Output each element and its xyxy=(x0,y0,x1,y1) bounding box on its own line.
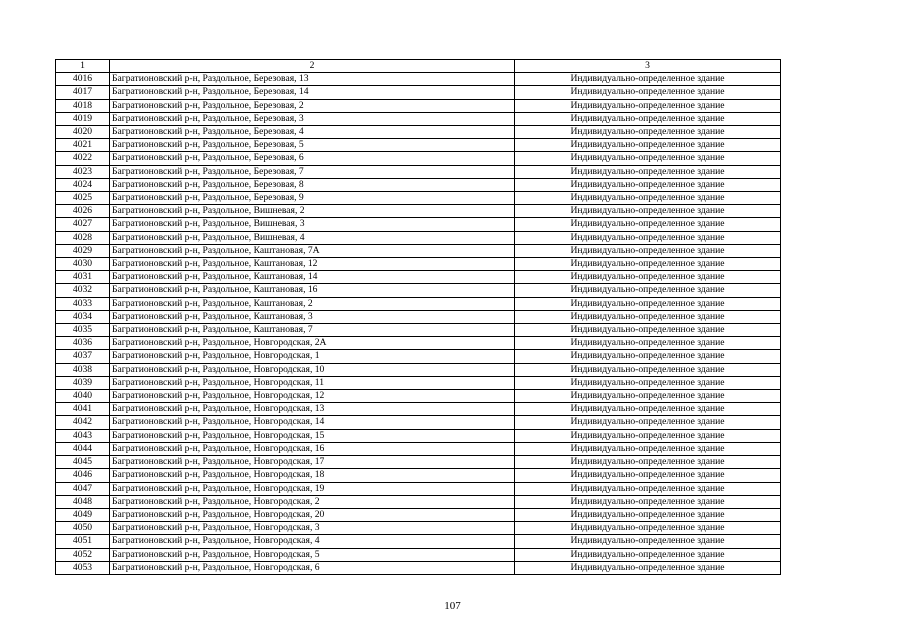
table-row xyxy=(56,99,781,112)
table-row xyxy=(56,403,781,416)
address-cell: Багратионовский р-н, Раздольное, Новгородская, 2 xyxy=(110,495,515,508)
table-row xyxy=(56,112,781,125)
row-number-cell: 4045 xyxy=(56,456,110,469)
row-number-cell: 4020 xyxy=(56,126,110,139)
address-cell: Багратионовский р-н, Раздольное, Березовая, 9 xyxy=(110,192,515,205)
object-type-cell: Индивидуально-определенное здание xyxy=(515,548,781,561)
object-type-cell: Индивидуально-определенное здание xyxy=(515,178,781,191)
table-row xyxy=(56,363,781,376)
row-number-cell: 4031 xyxy=(56,271,110,284)
table-header-row xyxy=(56,60,781,73)
column-header-1: 1 xyxy=(56,60,110,73)
address-cell: Багратионовский р-н, Раздольное, Новгородская, 1 xyxy=(110,350,515,363)
row-number-cell: 4032 xyxy=(56,284,110,297)
row-number-cell: 4043 xyxy=(56,429,110,442)
object-type-cell: Индивидуально-определенное здание xyxy=(515,390,781,403)
row-number-cell: 4016 xyxy=(56,73,110,86)
table-row xyxy=(56,152,781,165)
row-number-cell: 4050 xyxy=(56,522,110,535)
table-row xyxy=(56,442,781,455)
address-cell: Багратионовский р-н, Раздольное, Березовая, 5 xyxy=(110,139,515,152)
table-row xyxy=(56,165,781,178)
row-number-cell: 4034 xyxy=(56,310,110,323)
row-number-cell: 4053 xyxy=(56,561,110,574)
object-type-cell: Индивидуально-определенное здание xyxy=(515,244,781,257)
object-type-cell: Индивидуально-определенное здание xyxy=(515,376,781,389)
table-row xyxy=(56,456,781,469)
address-cell: Багратионовский р-н, Раздольное, Новгородская, 15 xyxy=(110,429,515,442)
table-row xyxy=(56,429,781,442)
object-type-cell: Индивидуально-определенное здание xyxy=(515,416,781,429)
table-row xyxy=(56,376,781,389)
object-type-cell: Индивидуально-определенное здание xyxy=(515,324,781,337)
address-cell: Багратионовский р-н, Раздольное, Березовая, 7 xyxy=(110,165,515,178)
row-number-cell: 4017 xyxy=(56,86,110,99)
object-type-cell: Индивидуально-определенное здание xyxy=(515,297,781,310)
object-type-cell: Индивидуально-определенное здание xyxy=(515,403,781,416)
table-row xyxy=(56,548,781,561)
row-number-cell: 4030 xyxy=(56,258,110,271)
address-cell: Багратионовский р-н, Раздольное, Березовая, 4 xyxy=(110,126,515,139)
row-number-cell: 4042 xyxy=(56,416,110,429)
table-row xyxy=(56,416,781,429)
address-cell: Багратионовский р-н, Раздольное, Каштановая, 12 xyxy=(110,258,515,271)
address-cell: Багратионовский р-н, Раздольное, Вишневая, 3 xyxy=(110,218,515,231)
address-cell: Багратионовский р-н, Раздольное, Новгородская, 3 xyxy=(110,522,515,535)
address-cell: Багратионовский р-н, Раздольное, Новгородская, 13 xyxy=(110,403,515,416)
object-type-cell: Индивидуально-определенное здание xyxy=(515,495,781,508)
table-row xyxy=(56,561,781,574)
row-number-cell: 4049 xyxy=(56,508,110,521)
object-type-cell: Индивидуально-определенное здание xyxy=(515,456,781,469)
table-row xyxy=(56,73,781,86)
row-number-cell: 4046 xyxy=(56,469,110,482)
row-number-cell: 4033 xyxy=(56,297,110,310)
table-row xyxy=(56,218,781,231)
object-type-cell: Индивидуально-определенное здание xyxy=(515,218,781,231)
object-type-cell: Индивидуально-определенное здание xyxy=(515,152,781,165)
table-row xyxy=(56,178,781,191)
address-cell: Багратионовский р-н, Раздольное, Березовая, 3 xyxy=(110,112,515,125)
row-number-cell: 4038 xyxy=(56,363,110,376)
address-cell: Багратионовский р-н, Раздольное, Березовая, 8 xyxy=(110,178,515,191)
row-number-cell: 4027 xyxy=(56,218,110,231)
table-row xyxy=(56,244,781,257)
table-row xyxy=(56,139,781,152)
row-number-cell: 4029 xyxy=(56,244,110,257)
object-type-cell: Индивидуально-определенное здание xyxy=(515,205,781,218)
address-cell: Багратионовский р-н, Раздольное, Вишневая, 4 xyxy=(110,231,515,244)
row-number-cell: 4041 xyxy=(56,403,110,416)
address-cell: Багратионовский р-н, Раздольное, Березовая, 2 xyxy=(110,99,515,112)
row-number-cell: 4035 xyxy=(56,324,110,337)
object-type-cell: Индивидуально-определенное здание xyxy=(515,231,781,244)
table-row xyxy=(56,469,781,482)
object-type-cell: Индивидуально-определенное здание xyxy=(515,442,781,455)
address-cell: Багратионовский р-н, Раздольное, Новгородская, 19 xyxy=(110,482,515,495)
table-row xyxy=(56,522,781,535)
row-number-cell: 4025 xyxy=(56,192,110,205)
row-number-cell: 4047 xyxy=(56,482,110,495)
row-number-cell: 4021 xyxy=(56,139,110,152)
table-row xyxy=(56,205,781,218)
table-row xyxy=(56,495,781,508)
address-cell: Багратионовский р-н, Раздольное, Вишневая, 2 xyxy=(110,205,515,218)
object-type-cell: Индивидуально-определенное здание xyxy=(515,112,781,125)
object-type-cell: Индивидуально-определенное здание xyxy=(515,99,781,112)
address-cell: Багратионовский р-н, Раздольное, Новгородская, 16 xyxy=(110,442,515,455)
object-type-cell: Индивидуально-определенное здание xyxy=(515,350,781,363)
address-cell: Багратионовский р-н, Раздольное, Каштановая, 2 xyxy=(110,297,515,310)
address-cell: Багратионовский р-н, Раздольное, Новгородская, 17 xyxy=(110,456,515,469)
row-number-cell: 4040 xyxy=(56,390,110,403)
object-type-cell: Индивидуально-определенное здание xyxy=(515,337,781,350)
table-row xyxy=(56,337,781,350)
object-type-cell: Индивидуально-определенное здание xyxy=(515,126,781,139)
property-table xyxy=(55,59,781,575)
address-cell: Багратионовский р-н, Раздольное, Каштановая, 3 xyxy=(110,310,515,323)
address-cell: Багратионовский р-н, Раздольное, Новгородская, 5 xyxy=(110,548,515,561)
table-row xyxy=(56,324,781,337)
address-cell: Багратионовский р-н, Раздольное, Березовая, 14 xyxy=(110,86,515,99)
address-cell: Багратионовский р-н, Раздольное, Новгородская, 2А xyxy=(110,337,515,350)
address-cell: Багратионовский р-н, Раздольное, Новгородская, 12 xyxy=(110,390,515,403)
object-type-cell: Индивидуально-определенное здание xyxy=(515,258,781,271)
object-type-cell: Индивидуально-определенное здание xyxy=(515,139,781,152)
row-number-cell: 4036 xyxy=(56,337,110,350)
object-type-cell: Индивидуально-определенное здание xyxy=(515,469,781,482)
row-number-cell: 4044 xyxy=(56,442,110,455)
object-type-cell: Индивидуально-определенное здание xyxy=(515,508,781,521)
row-number-cell: 4052 xyxy=(56,548,110,561)
address-cell: Багратионовский р-н, Раздольное, Новгородская, 6 xyxy=(110,561,515,574)
row-number-cell: 4028 xyxy=(56,231,110,244)
row-number-cell: 4051 xyxy=(56,535,110,548)
row-number-cell: 4024 xyxy=(56,178,110,191)
object-type-cell: Индивидуально-определенное здание xyxy=(515,165,781,178)
address-cell: Багратионовский р-н, Раздольное, Березовая, 6 xyxy=(110,152,515,165)
object-type-cell: Индивидуально-определенное здание xyxy=(515,482,781,495)
address-cell: Багратионовский р-н, Раздольное, Каштановая, 7 xyxy=(110,324,515,337)
object-type-cell: Индивидуально-определенное здание xyxy=(515,86,781,99)
column-header-3: 3 xyxy=(515,60,781,73)
row-number-cell: 4037 xyxy=(56,350,110,363)
address-cell: Багратионовский р-н, Раздольное, Каштановая, 16 xyxy=(110,284,515,297)
row-number-cell: 4048 xyxy=(56,495,110,508)
object-type-cell: Индивидуально-определенное здание xyxy=(515,429,781,442)
table-row xyxy=(56,192,781,205)
object-type-cell: Индивидуально-определенное здание xyxy=(515,284,781,297)
column-header-2: 2 xyxy=(110,60,515,73)
address-cell: Багратионовский р-н, Раздольное, Каштановая, 7А xyxy=(110,244,515,257)
table-row xyxy=(56,231,781,244)
object-type-cell: Индивидуально-определенное здание xyxy=(515,363,781,376)
address-cell: Багратионовский р-н, Раздольное, Березовая, 13 xyxy=(110,73,515,86)
table-row xyxy=(56,297,781,310)
row-number-cell: 4023 xyxy=(56,165,110,178)
table-row xyxy=(56,258,781,271)
object-type-cell: Индивидуально-определенное здание xyxy=(515,535,781,548)
table-row xyxy=(56,390,781,403)
table-row xyxy=(56,126,781,139)
object-type-cell: Индивидуально-определенное здание xyxy=(515,522,781,535)
address-cell: Багратионовский р-н, Раздольное, Новгородская, 10 xyxy=(110,363,515,376)
address-cell: Багратионовский р-н, Раздольное, Новгородская, 20 xyxy=(110,508,515,521)
address-cell: Багратионовский р-н, Раздольное, Каштановая, 14 xyxy=(110,271,515,284)
row-number-cell: 4039 xyxy=(56,376,110,389)
row-number-cell: 4026 xyxy=(56,205,110,218)
table-row xyxy=(56,310,781,323)
object-type-cell: Индивидуально-определенное здание xyxy=(515,561,781,574)
row-number-cell: 4018 xyxy=(56,99,110,112)
table-row xyxy=(56,508,781,521)
table-row xyxy=(56,535,781,548)
object-type-cell: Индивидуально-определенное здание xyxy=(515,73,781,86)
row-number-cell: 4019 xyxy=(56,112,110,125)
table-body xyxy=(56,73,781,575)
page-number: 107 xyxy=(444,600,461,612)
address-cell: Багратионовский р-н, Раздольное, Новгородская, 11 xyxy=(110,376,515,389)
row-number-cell: 4022 xyxy=(56,152,110,165)
table-row xyxy=(56,482,781,495)
table-row xyxy=(56,86,781,99)
table-row xyxy=(56,350,781,363)
object-type-cell: Индивидуально-определенное здание xyxy=(515,192,781,205)
address-cell: Багратионовский р-н, Раздольное, Новгородская, 14 xyxy=(110,416,515,429)
table-row xyxy=(56,271,781,284)
address-cell: Багратионовский р-н, Раздольное, Новгородская, 18 xyxy=(110,469,515,482)
address-cell: Багратионовский р-н, Раздольное, Новгородская, 4 xyxy=(110,535,515,548)
object-type-cell: Индивидуально-определенное здание xyxy=(515,271,781,284)
object-type-cell: Индивидуально-определенное здание xyxy=(515,310,781,323)
table-row xyxy=(56,284,781,297)
